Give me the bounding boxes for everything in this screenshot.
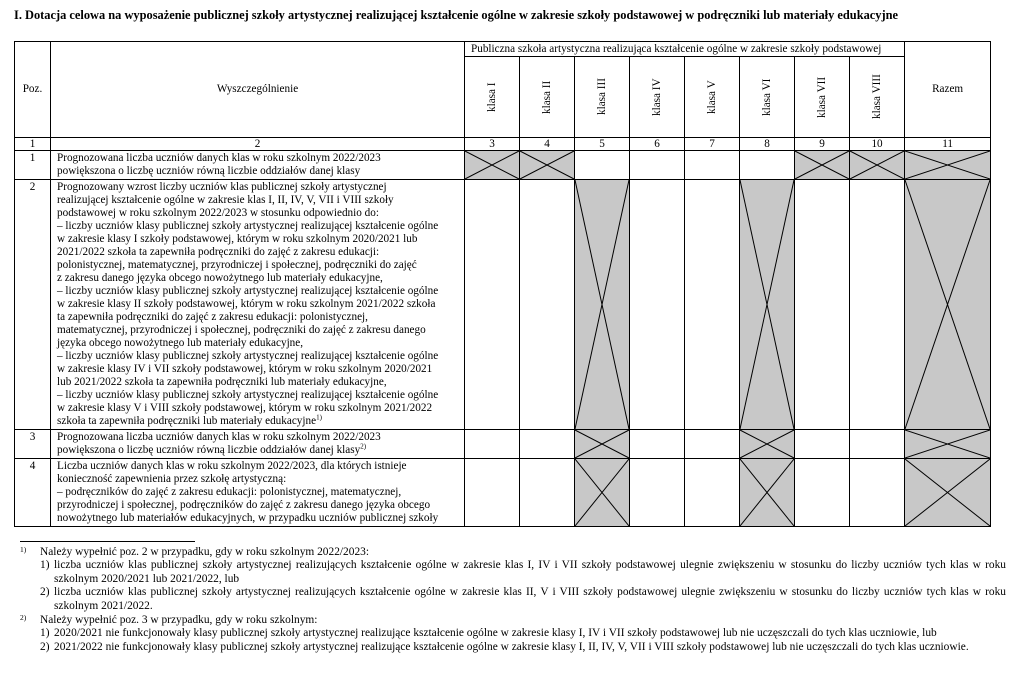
value-cell xyxy=(795,180,850,430)
footnote-item-number: 2) xyxy=(40,640,50,653)
value-cell xyxy=(520,430,575,459)
header-razem: Razem xyxy=(905,42,991,138)
header-row xyxy=(15,42,991,57)
footnote-item xyxy=(20,586,1006,613)
cross-out-mark xyxy=(905,430,990,458)
header-poz: Poz. xyxy=(15,42,51,138)
header-klasa-label: klasa VI xyxy=(760,78,773,116)
cross-out-mark xyxy=(905,151,990,179)
cross-out-mark xyxy=(740,459,794,526)
header-klasa-cell xyxy=(520,57,575,138)
value-cell xyxy=(630,430,685,459)
column-number: 10 xyxy=(850,138,905,151)
footnote-item-text: 2020/2021 nie funkcjonowały klasy publicznej szkoły artystycznej realizujące kształcenie ogólne w zakresie klasy I, IV i VII szkoły podstawowej lub nie uczęszczali do tych klas uczniowie, lub xyxy=(54,627,937,640)
crossed-cell xyxy=(520,151,575,180)
value-cell xyxy=(685,180,740,430)
row-poz: 1 xyxy=(15,151,51,180)
crossed-cell xyxy=(740,459,795,527)
description-line: – liczby uczniów klasy publicznej szkoły artystycznej realizującej kształcenie ogólne xyxy=(57,350,439,362)
header-klasa-cell xyxy=(630,57,685,138)
column-number: 7 xyxy=(685,138,740,151)
column-number: 2 xyxy=(51,138,465,151)
description-line: powiększona o liczbę uczniów równą liczbie oddziałów danej klasy$^{2)}$ xyxy=(57,442,367,456)
description-line: Liczba uczniów danych klas w roku szkolnym 2022/2023, dla których istnieje xyxy=(57,460,407,472)
table-row xyxy=(15,459,991,527)
column-number: 4 xyxy=(520,138,575,151)
section-title: I. Dotacja celowa na wyposażenie publicznej szkoły artystycznej realizującej kształcenie ogólne w zakresie szkoły podstawowej w podręczniki lub materiały edukacyjne xyxy=(14,8,898,22)
value-cell xyxy=(465,430,520,459)
description-line: podstawowej w roku szkolnym 2022/2023 w stosunku odpowiednio do: xyxy=(57,207,379,219)
description-line: przyrodniczej i społecznej, podręczników do zajęć z zakresu danego języka obcego xyxy=(57,499,431,511)
description-line: – liczby uczniów klasy publicznej szkoły artystycznej realizującej kształcenie ogólne xyxy=(57,285,439,297)
crossed-cell xyxy=(740,430,795,459)
cross-out-mark xyxy=(905,180,990,429)
footnote-item-number: 1) xyxy=(40,559,50,572)
value-cell xyxy=(740,151,795,180)
crossed-cell xyxy=(905,430,991,459)
description-line: Prognozowana liczba uczniów danych klas w roku szkolnym 2022/2023 xyxy=(57,431,381,443)
footnote xyxy=(20,614,1006,627)
cross-out-mark xyxy=(740,180,794,429)
table-row xyxy=(15,430,991,459)
footnote-item xyxy=(20,559,1006,586)
crossed-cell xyxy=(850,151,905,180)
description-line: polonistycznej, matematycznej, przyrodniczej i społecznej, podręczniki do zajęć xyxy=(57,259,417,271)
header-klasa-cell xyxy=(575,57,630,138)
column-number: 5 xyxy=(575,138,630,151)
description-line: 2021/2022 szkoła ta zapewniła podręczniki do zajęć z zakresu edukacji: xyxy=(57,246,380,258)
row-description xyxy=(51,151,465,180)
column-number: 6 xyxy=(630,138,685,151)
header-klasa-label: klasa VII xyxy=(815,76,828,118)
cross-out-mark xyxy=(520,151,574,179)
description-line: – liczby uczniów klasy publicznej szkoły artystycznej realizującej kształcenie ogólne xyxy=(57,220,439,232)
description-line: szkoła ta zapewniła podręczniki lub materiały edukacyjne$^{1)}$ xyxy=(57,413,322,427)
value-cell xyxy=(685,430,740,459)
footnote xyxy=(20,546,1006,559)
value-cell xyxy=(850,459,905,527)
description-line: z zakresu danego języka obcego nowożytnego lub materiały edukacyjne, xyxy=(57,272,383,284)
header-klasa-cell xyxy=(850,57,905,138)
value-cell xyxy=(630,459,685,527)
footnote-text: Należy wypełnić poz. 3 w przypadku, gdy w roku szkolnym: xyxy=(40,614,318,627)
footnote-item-text: liczba uczniów klas publicznej szkoły artystycznej realizujących kształcenie ogólne w zakresie klas II, V i VIII szkoły podstawowej ulegnie zwiększeniu w stosunku do liczby uczniów tych klas w roku szkolnym 2021/2022. xyxy=(54,586,1006,612)
column-number: 9 xyxy=(795,138,850,151)
description-line: realizującej kształcenie ogólne w zakresie klas I, II, IV, V, VII i VIII szkoły xyxy=(57,194,394,206)
footnote-item-number: 2) xyxy=(40,586,50,599)
header-klasa-cell xyxy=(740,57,795,138)
footnote-mark: 2) xyxy=(20,613,27,623)
crossed-cell xyxy=(740,180,795,430)
row-description xyxy=(51,430,465,459)
description-line: powiększona o liczbę uczniów równą liczbie oddziałów danej klasy xyxy=(57,165,361,177)
column-number-row xyxy=(15,138,991,151)
header-klasa-label: klasa VIII xyxy=(870,74,883,120)
value-cell xyxy=(630,151,685,180)
value-cell xyxy=(630,180,685,430)
crossed-cell xyxy=(795,151,850,180)
cross-out-mark xyxy=(465,151,519,179)
header-klasa-label: klasa II xyxy=(540,80,553,114)
subsidy-table xyxy=(14,41,991,527)
footnote-mark: 1) xyxy=(20,545,27,554)
description-line: w zakresie klasy IV i VII szkoły podstawowej, którym w roku szkolnym 2020/2021 xyxy=(57,363,433,375)
cross-out-mark xyxy=(575,459,629,526)
footnote-ref: 1) xyxy=(316,413,322,422)
value-cell xyxy=(575,151,630,180)
header-klasa-label: klasa I xyxy=(485,82,498,112)
row-description xyxy=(51,459,465,527)
cross-out-mark xyxy=(795,151,849,179)
footnote-item-text: 2021/2022 nie funkcjonowały klasy publicznej szkoły artystycznej realizujące kształcenie ogólne w zakresie klasy I, II, IV, V, VII i VIII szkoły podstawowej lub nie uczęszczali do tych klas uczniowie. xyxy=(54,640,969,653)
crossed-cell xyxy=(905,180,991,430)
description-line: – podręczników do zajęć z zakresu edukacji: polonistycznej, matematycznej, xyxy=(57,486,402,498)
header-klasa-cell xyxy=(465,57,520,138)
footnote-ref: 2) xyxy=(360,442,367,451)
description-line: języka obcego nowożytnego lub materiały edukacyjne, xyxy=(57,337,304,349)
header-klasa-label: klasa V xyxy=(705,80,718,114)
crossed-cell xyxy=(905,459,991,527)
description-line: – liczby uczniów klasy publicznej szkoły artystycznej realizującej kształcenie ogólne xyxy=(57,389,439,401)
value-cell xyxy=(465,180,520,430)
description-line: ta zapewniła podręczniki do zajęć z zakresu edukacji: polonistycznej, xyxy=(57,311,368,323)
crossed-cell xyxy=(465,151,520,180)
footnotes xyxy=(20,545,1006,654)
value-cell xyxy=(685,459,740,527)
header-school-group: Publiczna szkoła artystyczna realizująca kształcenie ogólne w zakresie szkoły podstawowej xyxy=(465,42,905,57)
column-number: 3 xyxy=(465,138,520,151)
header-klasa-label: klasa IV xyxy=(650,78,663,116)
value-cell xyxy=(850,430,905,459)
row-description xyxy=(51,180,465,430)
description-line: w zakresie klasy V i VIII szkoły podstawowej, którym w roku szkolnym 2021/2022 xyxy=(57,402,433,414)
column-number: 8 xyxy=(740,138,795,151)
description-line: w zakresie klasy II szkoły podstawowej, którym w roku szkolnym 2021/2022 szkoła xyxy=(57,298,436,310)
footnote-text: Należy wypełnić poz. 2 w przypadku, gdy w roku szkolnym 2022/2023: xyxy=(40,546,369,558)
value-cell xyxy=(685,151,740,180)
value-cell xyxy=(795,430,850,459)
footnote-item-number: 1) xyxy=(40,627,50,640)
crossed-cell xyxy=(575,459,630,527)
crossed-cell xyxy=(905,151,991,180)
header-klasa-label: klasa III xyxy=(595,78,608,116)
description-line: lub 2021/2022 szkoła ta zapewniła podręczniki lub materiały edukacyjne, xyxy=(57,376,387,388)
description-line: nowożytnego lub materiałów edukacyjnych, w przypadku uczniów publicznej szkoły xyxy=(57,512,439,524)
crossed-cell xyxy=(575,430,630,459)
value-cell xyxy=(520,459,575,527)
table-row xyxy=(15,180,991,430)
column-number: 1 xyxy=(15,138,51,151)
value-cell xyxy=(465,459,520,527)
header-wyszczegolnienie: Wyszczególnienie xyxy=(51,42,465,138)
row-poz: 2 xyxy=(15,180,51,430)
footnote-item-text: liczba uczniów klas publicznej szkoły artystycznej realizujących kształcenie ogólne w zakresie klas I, IV i VII szkoły podstawowej ulegnie zwiększeniu w stosunku do liczby uczniów tych klas w roku szkolnym 2020/2021 lub 2021/2022, lub xyxy=(54,559,1006,585)
value-cell xyxy=(520,180,575,430)
crossed-cell xyxy=(575,180,630,430)
footnote-item xyxy=(20,627,1006,640)
description-line: Prognozowana liczba uczniów danych klas w roku szkolnym 2022/2023 xyxy=(57,152,381,164)
value-cell xyxy=(850,180,905,430)
description-line: konieczność zapewnienia przez szkołę artystyczną: xyxy=(57,473,287,485)
footnote-separator xyxy=(20,541,195,542)
cross-out-mark xyxy=(740,430,794,458)
value-cell xyxy=(795,459,850,527)
cross-out-mark xyxy=(850,151,904,179)
header-klasa-cell xyxy=(795,57,850,138)
row-poz: 4 xyxy=(15,459,51,527)
description-line: matematycznej, przyrodniczej i społecznej, podręczniki do zajęć z zakresu danego xyxy=(57,324,426,336)
header-klasa-cell xyxy=(685,57,740,138)
table-row xyxy=(15,151,991,180)
description-line: w zakresie klasy I szkoły podstawowej, którym w roku szkolnym 2020/2021 lub xyxy=(57,233,418,245)
footnote-item xyxy=(20,641,1006,654)
cross-out-mark xyxy=(905,459,990,526)
column-number: 11 xyxy=(905,138,991,151)
description-line: Prognozowany wzrost liczby uczniów klas publicznej szkoły artystycznej xyxy=(57,181,387,193)
cross-out-mark xyxy=(575,180,629,429)
row-poz: 3 xyxy=(15,430,51,459)
cross-out-mark xyxy=(575,430,629,458)
